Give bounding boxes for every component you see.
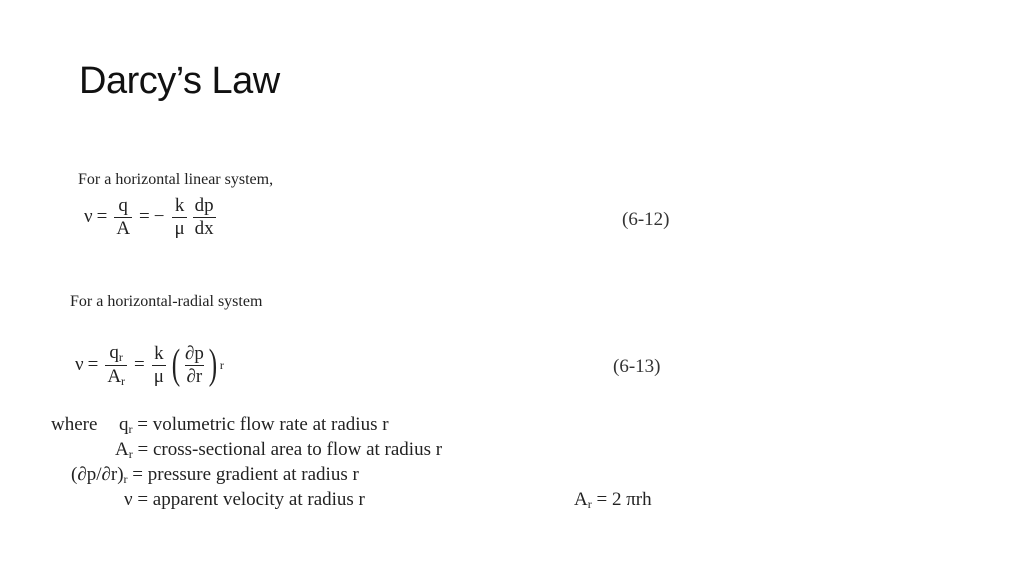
numerator-partial-p: ∂p — [184, 342, 204, 364]
equals-sign: = — [87, 354, 99, 376]
slide-title: Darcy’s Law — [79, 60, 280, 102]
equation-number-6-12: (6-12) — [622, 209, 670, 230]
equation-number-6-13: (6-13) — [613, 356, 661, 377]
definition-pressure-gradient: $(\partial p/\partial r)_r$ = pressure gradient at radius r — [71, 464, 359, 486]
minus-sign: − — [153, 206, 165, 228]
area-formula: $A_r = 2$ πrh — [574, 489, 652, 511]
fraction-dp-over-dx — [193, 196, 216, 239]
velocity-symbol: ν — [84, 206, 93, 228]
radial-intro: For a horizontal-radial system — [70, 293, 263, 310]
numerator-k: k — [174, 195, 185, 216]
equals-sign: = — [96, 206, 108, 228]
right-paren: ) — [208, 342, 218, 389]
denominator-mu: μ — [174, 217, 185, 239]
equals-sign: = — [139, 206, 150, 228]
equals-sign: = — [134, 354, 145, 376]
numerator-q: q — [118, 195, 128, 216]
fraction-k-over-mu — [172, 196, 186, 239]
definition-velocity: ν = apparent velocity at radius r — [124, 489, 365, 510]
paren-subscript-r: r — [219, 357, 224, 372]
denominator-ar: $A_r$ — [107, 365, 126, 388]
velocity-symbol: ν — [75, 354, 84, 376]
definition-qr: $q_r$ = volumetric flow rate at radius r — [119, 414, 389, 436]
fraction-dp-over-dr — [183, 344, 206, 387]
denominator-dx: dx — [194, 217, 214, 239]
fraction-qr-over-ar — [105, 343, 127, 387]
denominator-a: A — [116, 217, 131, 239]
equation-6-12 — [84, 196, 219, 239]
denominator-mu: μ — [153, 365, 164, 387]
linear-intro: For a horizontal linear system, — [78, 171, 274, 188]
fraction-q-over-a — [114, 196, 132, 239]
fraction-k-over-mu — [152, 344, 166, 387]
denominator-partial-r: ∂r — [186, 365, 203, 387]
where-label: where — [51, 414, 98, 435]
definition-ar: $A_r$ = cross-sectional area to flow at radius r — [115, 439, 443, 461]
equation-6-13 — [75, 343, 224, 387]
numerator-dp: dp — [194, 195, 214, 216]
numerator-k: k — [154, 342, 164, 364]
left-paren: ( — [171, 342, 181, 389]
numerator-qr: $q_r$ — [109, 342, 123, 364]
